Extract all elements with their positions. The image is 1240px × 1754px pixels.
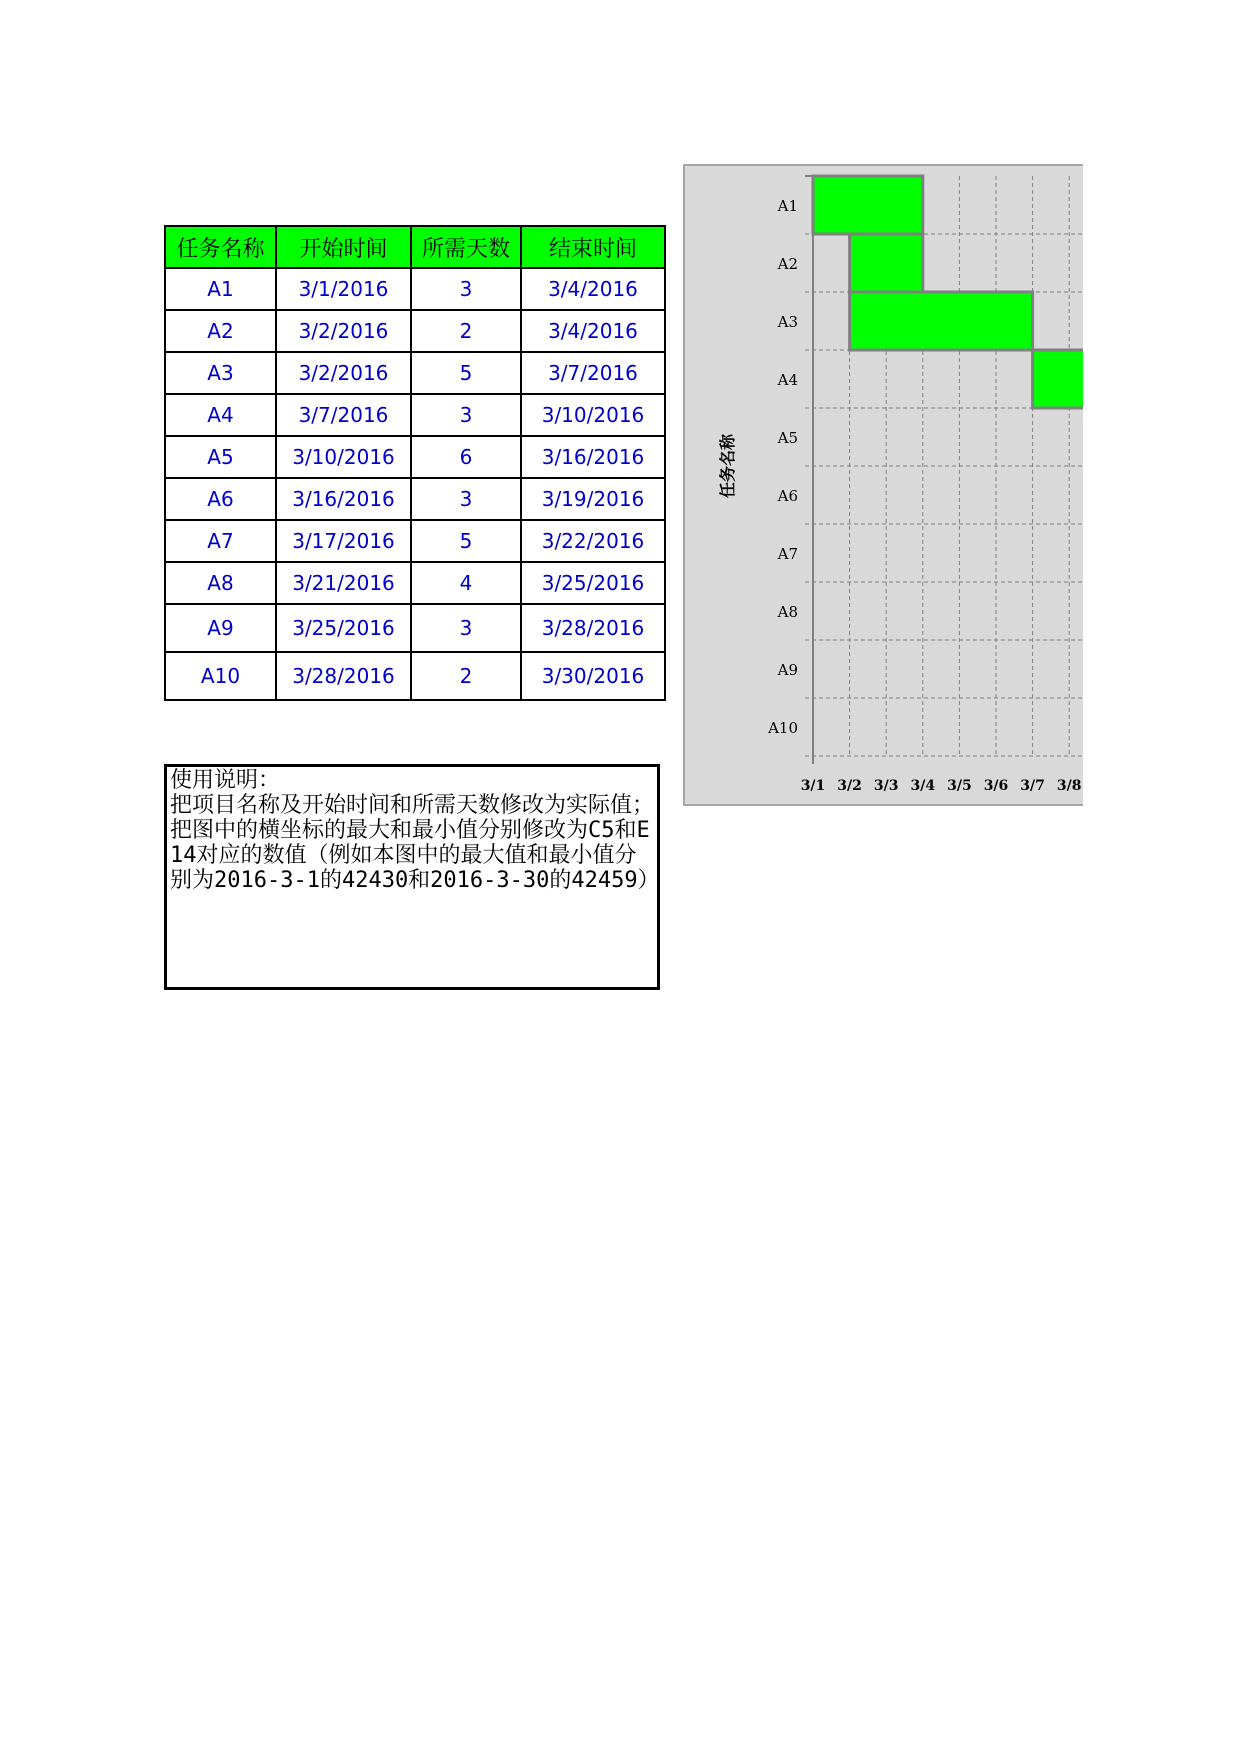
x-tick-label: 3/1 xyxy=(800,778,826,794)
cell-days: 6 xyxy=(411,436,521,478)
cell-days: 3 xyxy=(411,478,521,520)
y-tick-label: A1 xyxy=(777,197,798,215)
x-tick-label: 3/6 xyxy=(983,778,1009,794)
cell-end: 3/7/2016 xyxy=(521,352,665,394)
cell-name: A7 xyxy=(165,520,276,562)
cell-end: 3/4/2016 xyxy=(521,310,665,352)
x-tick-label: 3/2 xyxy=(837,778,862,794)
table-header-row xyxy=(165,226,665,268)
cell-start: 3/28/2016 xyxy=(276,652,411,700)
cell-days: 3 xyxy=(411,604,521,652)
table-row xyxy=(165,478,665,520)
cell-start: 3/25/2016 xyxy=(276,604,411,652)
table-row xyxy=(165,652,665,700)
table-row xyxy=(165,562,665,604)
header-end-time: 结束时间 xyxy=(521,226,665,268)
gantt-bar xyxy=(850,292,1033,350)
instructions-line: 把项目名称及开始时间和所需天数修改为实际值； xyxy=(170,793,655,818)
gantt-bar xyxy=(1033,350,1083,408)
y-tick-label: A10 xyxy=(768,719,798,737)
table-row xyxy=(165,604,665,652)
cell-start: 3/17/2016 xyxy=(276,520,411,562)
cell-end: 3/25/2016 xyxy=(521,562,665,604)
cell-days: 3 xyxy=(411,268,521,310)
table-row xyxy=(165,520,665,562)
gantt-chart xyxy=(683,164,1083,807)
y-tick-label: A9 xyxy=(777,661,798,679)
cell-end: 3/16/2016 xyxy=(521,436,665,478)
cell-start: 3/2/2016 xyxy=(276,352,411,394)
y-axis-title: 任务名称 xyxy=(718,433,737,499)
header-start-time: 开始时间 xyxy=(276,226,411,268)
gantt-bar xyxy=(850,234,923,292)
table-row xyxy=(165,268,665,310)
instructions-line: 使用说明： xyxy=(170,768,281,793)
cell-name: A1 xyxy=(165,268,276,310)
cell-name: A9 xyxy=(165,604,276,652)
cell-days: 5 xyxy=(411,352,521,394)
cell-start: 3/2/2016 xyxy=(276,310,411,352)
x-tick-label: 3/5 xyxy=(947,778,972,794)
cell-name: A3 xyxy=(165,352,276,394)
cell-start: 3/10/2016 xyxy=(276,436,411,478)
gantt-bar xyxy=(813,176,923,234)
cell-end: 3/28/2016 xyxy=(521,604,665,652)
cell-name: A4 xyxy=(165,394,276,436)
table-row xyxy=(165,352,665,394)
table-row xyxy=(165,394,665,436)
y-tick-label: A7 xyxy=(777,545,798,563)
table-row xyxy=(165,310,665,352)
cell-start: 3/21/2016 xyxy=(276,562,411,604)
cell-start: 3/1/2016 xyxy=(276,268,411,310)
cell-start: 3/7/2016 xyxy=(276,394,411,436)
gantt-chart-svg xyxy=(683,164,1083,807)
cell-name: A8 xyxy=(165,562,276,604)
y-tick-label: A5 xyxy=(777,429,798,447)
cell-name: A5 xyxy=(165,436,276,478)
header-days-needed: 所需天数 xyxy=(411,226,521,268)
cell-name: A10 xyxy=(165,652,276,700)
cell-days: 5 xyxy=(411,520,521,562)
cell-days: 2 xyxy=(411,310,521,352)
x-tick-label: 3/7 xyxy=(1020,778,1045,794)
x-tick-label: 3/3 xyxy=(873,778,899,794)
task-table xyxy=(164,225,666,701)
cell-end: 3/19/2016 xyxy=(521,478,665,520)
y-tick-label: A3 xyxy=(777,313,798,331)
cell-days: 3 xyxy=(411,394,521,436)
y-tick-label: A6 xyxy=(777,487,798,505)
cell-days: 4 xyxy=(411,562,521,604)
table-row xyxy=(165,436,665,478)
cell-end: 3/10/2016 xyxy=(521,394,665,436)
instructions-box xyxy=(164,764,660,990)
y-tick-label: A8 xyxy=(777,603,798,621)
header-task-name: 任务名称 xyxy=(165,226,276,268)
cell-name: A2 xyxy=(165,310,276,352)
cell-end: 3/4/2016 xyxy=(521,268,665,310)
x-tick-label: 3/8 xyxy=(1056,778,1082,794)
x-tick-label: 3/4 xyxy=(910,778,936,794)
cell-end: 3/22/2016 xyxy=(521,520,665,562)
cell-name: A6 xyxy=(165,478,276,520)
cell-start: 3/16/2016 xyxy=(276,478,411,520)
y-tick-label: A4 xyxy=(777,371,798,389)
y-tick-label: A2 xyxy=(777,255,798,273)
instructions-line: 把图中的横坐标的最大和最小值分别修改为C5和E14对应的数值（例如本图中的最大值和最小值分别为2016-3-1的42430和2016-3-30的42459） xyxy=(170,818,660,893)
cell-days: 2 xyxy=(411,652,521,700)
cell-end: 3/30/2016 xyxy=(521,652,665,700)
